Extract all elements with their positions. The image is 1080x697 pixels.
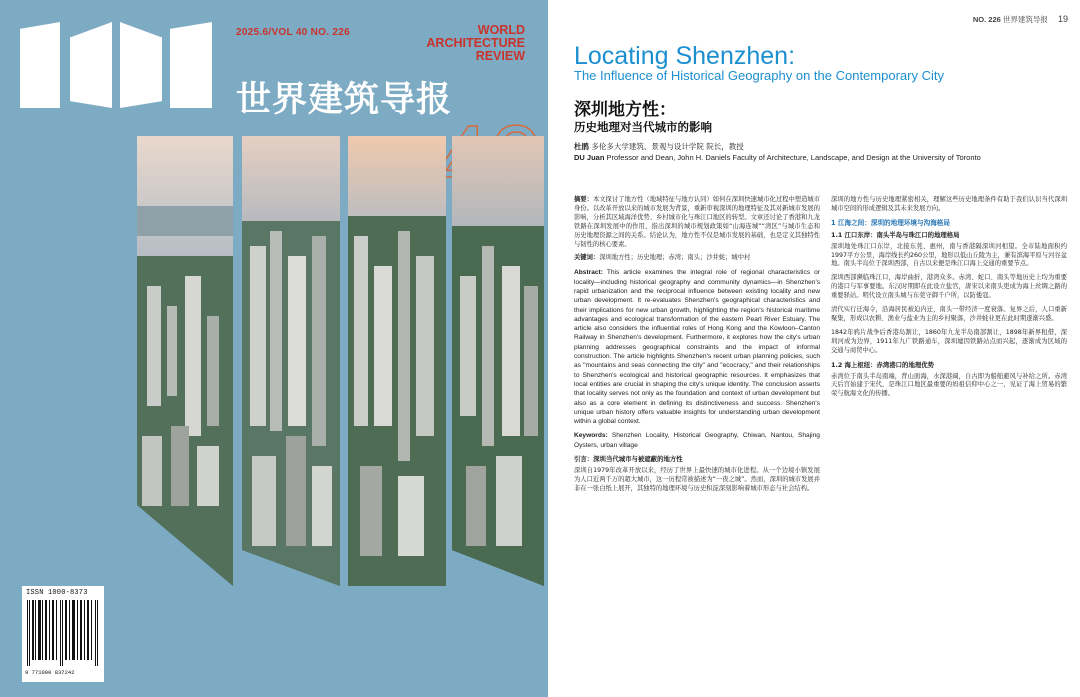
keywords-en xyxy=(574,431,820,450)
body-paragraph: 清代实行迁海令，沿海居民被迫内迁，南头一带经济一度衰落。复界之后，人口重新聚集，形成以农耕、渔业与盐业为主的乡村聚落，沙井蚝业更在此时期逐渐兴盛。 xyxy=(831,306,1067,322)
body-paragraph: 深圳地处珠江口东岸，北接东莞、惠州，南与香港隔深圳河相望。全市陆地面积约1997平方公里，海岸线长约260公里，地形以低山丘陵为主，兼有滨海平原与河谷盆地。南头半岛位于深圳西部，自古以来便是珠江口海上交通的重要节点。 xyxy=(831,242,1067,268)
cover-issue-line: 2025.6/VOL 40 NO. 226 xyxy=(236,27,350,38)
author-line-cn xyxy=(574,141,744,152)
abstract-en-label: Abstract: xyxy=(574,269,603,277)
abstract-en xyxy=(574,268,820,426)
author-affiliation-en: Professor and Dean, John H. Daniels Faculty of Architecture, Landscape, and Design at the University of Toronto xyxy=(606,153,981,162)
logo-block-1 xyxy=(20,22,60,108)
cover-english-title xyxy=(395,24,525,63)
cover-english-line: REVIEW xyxy=(475,49,525,63)
body-paragraph: 1842年鸦片战争后香港岛割让，1860年九龙半岛南部割让，1898年新界租借，深圳河成为边界，1911年九广铁路通车，深圳墟因铁路站点而兴起，逐渐成为区域的交通与商贸中心。 xyxy=(831,328,1067,354)
cover-photo-strip-2 xyxy=(242,136,340,586)
cover-photo-strip-3 xyxy=(348,136,446,586)
keywords-en-text: Shenzhen Locality, Historical Geography, Chiwan, Nantou, Shajing Oysters, urban village xyxy=(574,432,820,449)
cover-chinese-title: 世界建筑导报 xyxy=(236,80,453,120)
abstract-cn xyxy=(574,196,820,249)
left-column xyxy=(574,196,820,499)
keywords-en-label: Keywords: xyxy=(574,432,608,440)
intro-heading: 引言：深圳当代城市与被遮蔽的地方性 xyxy=(574,454,683,463)
cover-photo-strip-1 xyxy=(137,136,233,586)
article-subtitle-cn: 历史地理对当代城市的影响 xyxy=(574,120,712,134)
subsection-heading-1-2: 1.2 海上枢纽：赤湾港口的地理优势 xyxy=(831,360,935,369)
article-title-cn: 深圳地方性： xyxy=(574,100,676,120)
article-subtitle-en: The Influence of Historical Geography on the Contemporary City xyxy=(574,68,944,83)
logo-block-2 xyxy=(70,22,112,108)
article-title-en: Locating Shenzhen: xyxy=(574,42,796,70)
cover-english-line: WORLD xyxy=(477,23,525,37)
author-affiliation-cn: 多伦多大学建筑、景观与设计学院 院长，教授 xyxy=(591,142,744,151)
author-name-en: DU Juan xyxy=(574,153,605,162)
intro-paragraph: 深圳自1979年改革开放以来，经历了世界上最快速的城市化进程。从一个边境小镇发展为人口近两千万的超大城市，这一历程常被描述为“一夜之城”。然而，深圳的城市发展并非在一张白纸上展开，其独特的地理环境与历史积淀深刻影响着城市形态与社会结构。 xyxy=(574,466,820,492)
barcode-box xyxy=(22,586,104,682)
barcode-digits: 9 771000 837242 xyxy=(25,669,75,676)
logo-block-4 xyxy=(170,22,212,108)
right-intro-paragraph: 深圳的地方性与历史地理紧密相关，理解这些历史地理条件有助于我们认识当代深圳城市空间的形成逻辑及其未来发展方向。 xyxy=(831,196,1067,212)
abstract-cn-text: 本文探讨了地方性（地域特征与地方认同）如何在深圳快速城市化过程中塑造城市身份。以改革开放以来的城市发展为背景，重新审视深圳的地理特征及其对新城市发展的影响，分析其区域海洋优势、乡村城市化与珠江口地区的转型。文章还讨论了香港和九龙铁路在深圳发展中的作用，指出深圳的城市规划政策如“山海连城”“湾区”与城市生态和历史地理资源之间的关系。结论认为，地方性不仅是城市发展的基础，也是定义其独特性与韧性的核心要素。 xyxy=(574,196,821,248)
cover-english-line: ARCHITECTURE xyxy=(426,36,525,50)
logo-block-3 xyxy=(120,22,162,108)
abstract-en-text: This article examines the integral role of regional characteristics or locality—including historical geography and community dynamics—in Shenzhen's rapid urbanization and the reciprocal influence between existing locality and new urban development. It re-evaluates Shenzhen's geographical characteristics and their implications for new urban growth, highlighting the region's historical maritime advantages and ecological transformation of the eastern Pearl River Estuary. The article also considers the influential roles of Hong Kong and the Kowloon–Canton Railway in Shenzhen's development. Furthermore, it explores how the city's urban planning addresses geographical constraints and the impact of informal construction. The article highlights Shenzhen's recent urban planning policies, such as "mountains and seas connecting the city" and "ecocracy," and their relationships to Shenzhen's ecological and historical geographic resources. It emphasizes that local entities are crucial in shaping the city's unique identity. The conclusion asserts that locality serves not only as the foundation and context of urban development but also as a core element in defining its distinctiveness and success. Shenzhen's unique urban history offers valuable insights for understanding urban development within a global context. xyxy=(574,269,820,426)
author-line-en xyxy=(574,153,981,162)
keywords-cn-label: 关键词： xyxy=(574,254,600,262)
running-head xyxy=(973,14,1068,25)
section-heading-1: 1 江海之间：深圳的地理环境与沟海格局 xyxy=(831,218,950,227)
issn-label: ISSN 1000-8373 xyxy=(26,589,88,597)
subsection-heading-1-1: 1.1 江口东岸：南头半岛与珠江口的地理格局 xyxy=(831,230,960,239)
author-name-cn: 杜鹃 xyxy=(574,142,589,151)
body-paragraph: 深圳西部濒临珠江口，海岸曲折，港湾众多。赤湾、蛇口、南头等地历史上均为重要的港口与军事要地。东汉时期即在此设立盐官，唐宋以来南头更成为海上丝绸之路的重要驿站。明代设立南头城与东莞守御千户所，以防倭寇。 xyxy=(831,274,1067,300)
abstract-cn-label: 摘要： xyxy=(574,196,593,203)
keywords-cn-text: 深圳地方性；历史地理；赤湾；南头；沙井蚝；城中村 xyxy=(599,254,751,262)
running-head-title: 世界建筑导报 xyxy=(1002,15,1048,24)
cover-photo-strip-4 xyxy=(452,136,544,586)
barcode-icon xyxy=(27,600,99,666)
running-head-issue: NO. 226 xyxy=(972,15,1001,24)
page-number: 19 xyxy=(1057,14,1068,24)
right-column xyxy=(831,196,1067,404)
body-paragraph: 赤湾位于南头半岛南端，背山面海，水深港阔，自古即为船舶避风与补给之所。赤湾天后宫始建于宋代，是珠江口地区最重要的妈祖信仰中心之一，见证了海上贸易的繁荣与航海文化的传播。 xyxy=(831,372,1067,398)
keywords-cn xyxy=(574,254,820,263)
article-page xyxy=(548,0,1080,697)
